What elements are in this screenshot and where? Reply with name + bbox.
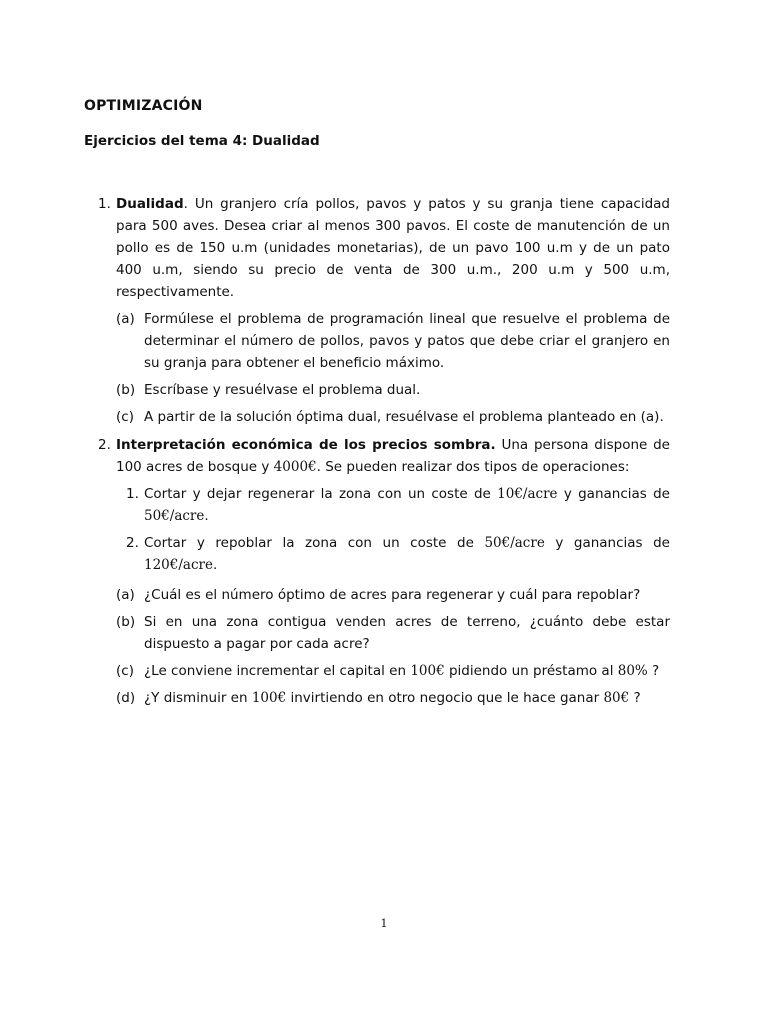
part-label: (c) [116, 663, 134, 679]
part-text: A partir de la solución óptima dual, resuélvase el problema planteado en (a). [144, 409, 664, 425]
part-text: ¿Y disminuir en [144, 690, 252, 706]
exercise-2-parts [116, 584, 670, 709]
operation-cost: 50€/acre [484, 535, 545, 551]
operation-profit: 50€/acre [144, 508, 205, 524]
exercise-1-part-a [116, 308, 670, 374]
document-title: OPTIMIZACIÓN [84, 98, 203, 114]
exercise-2-heading: Interpretación económica de los precios sombra. [116, 437, 496, 453]
operation-1 [116, 483, 670, 527]
part-label: (a) [116, 311, 135, 327]
exercise-2-text-after: . Se pueden realizar dos tipos de operaciones: [316, 459, 630, 475]
operation-profit: 120€/acre [144, 557, 213, 573]
operation-text: Cortar y repoblar la zona con un coste de [144, 535, 485, 551]
exercise-2-amount: 4000€ [273, 459, 317, 475]
operation-label: 1. [126, 486, 139, 502]
part-label: (b) [116, 614, 136, 630]
exercise-1-heading: Dualidad [116, 196, 184, 212]
exercise-2-text-before: Una persona dispone de 100 acres de bosque y [116, 437, 670, 475]
exercise-2 [84, 434, 670, 709]
exercise-list [84, 193, 670, 711]
operation-label: 2. [126, 535, 139, 551]
operation-text: . [204, 508, 209, 524]
part-text: ¿Cuál es el número óptimo de acres para regenerar y cuál para repoblar? [144, 587, 641, 603]
operation-text: y ganancias de [544, 535, 670, 551]
part-math: 100€ [251, 690, 287, 706]
exercise-1-statement [116, 193, 670, 303]
exercise-2-part-a [116, 584, 670, 606]
exercise-2-statement [116, 434, 670, 478]
page-number: 1 [380, 917, 388, 930]
part-math: 100€ [410, 663, 445, 679]
document-subtitle: Ejercicios del tema 4: Dualidad [84, 133, 320, 149]
part-label: (c) [116, 409, 134, 425]
part-text: Si en una zona contigua venden acres de terreno, ¿cuánto debe estar dispuesto a pagar por cada acre? [144, 614, 670, 652]
exercise-1-part-c [116, 406, 670, 428]
part-math: 80% [617, 663, 648, 679]
exercise-2-part-d [116, 687, 670, 709]
exercise-1-parts [116, 308, 670, 428]
operation-text: y ganancias de [557, 486, 670, 502]
exercise-1-text: . Un granjero cría pollos, pavos y patos y su granja tiene capacidad para 500 aves. Desea criar al menos 300 pavos. El coste de manutención de un pollo es de 150 u.m (unidades monetarias), de un pavo 100 u.m y de un pato 400 u.m, siendo su precio de venta de 300 u.m., 200 u.m y 500 u.m, respectivamente. [116, 196, 670, 300]
exercise-2-part-b [116, 611, 670, 655]
part-text: ? [647, 663, 660, 679]
operation-text: . [212, 557, 218, 573]
exercise-2-operations [116, 483, 670, 576]
exercise-1 [84, 193, 670, 428]
part-label: (a) [116, 587, 135, 603]
operation-cost: 10€/acre [497, 486, 558, 502]
operation-text: Cortar y dejar regenerar la zona con un coste de [144, 486, 498, 502]
exercise-2-part-c [116, 660, 670, 682]
part-text: ¿Le conviene incrementar el capital en [144, 663, 411, 679]
part-label: (d) [116, 690, 136, 706]
part-text: Formúlese el problema de programación lineal que resuelve el problema de determinar el número de pollos, pavos y patos que debe criar el granjero en su granja para obtener el beneficio máximo. [144, 311, 670, 371]
exercise-2-number: 2. [98, 437, 111, 453]
exercise-1-part-b [116, 379, 670, 401]
part-text: ? [629, 690, 641, 706]
operation-2 [116, 532, 670, 576]
part-text: invirtiendo en otro negocio que le hace ganar [286, 690, 604, 706]
part-label: (b) [116, 382, 136, 398]
exercise-1-number: 1. [98, 196, 111, 212]
part-text: Escríbase y resuélvase el problema dual. [144, 382, 421, 398]
part-text: pidiendo un préstamo al [444, 663, 618, 679]
part-math: 80€ [603, 690, 630, 706]
